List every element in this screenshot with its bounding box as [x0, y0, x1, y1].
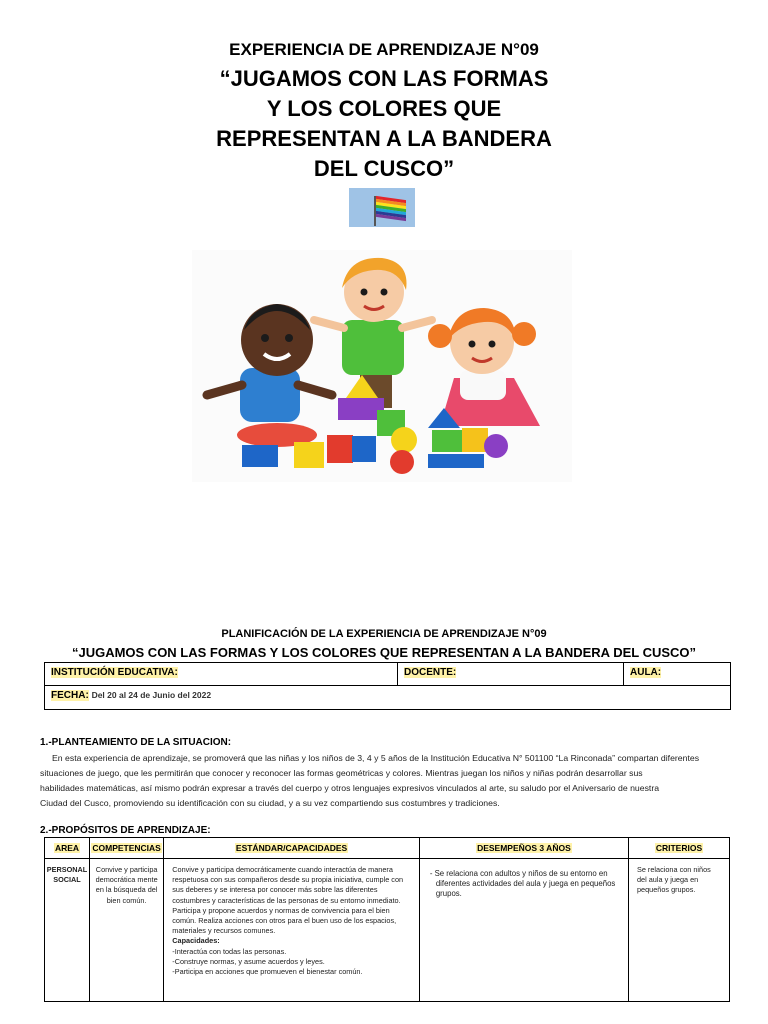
situation-paragraph	[40, 751, 742, 811]
title-line: “JUGAMOS CON LAS FORMAS	[219, 66, 549, 91]
institution-label: INSTITUCIÓN EDUCATIVA:	[51, 667, 178, 678]
paragraph-line: En esta experiencia de aprendizaje, se promoverá que las niñas y los niños de 3, 4 y 5 años de la Institución Educativa N° 501100 “La Rinconada” compartan diferentes	[52, 753, 700, 763]
title-line: Y LOS COLORES QUE	[266, 96, 502, 121]
planning-subtitle: “JUGAMOS CON LAS FORMAS Y LOS COLORES QUE REPRESENTAN A LA BANDERA DEL CUSCO”	[71, 645, 697, 660]
header-area: AREA	[45, 838, 90, 859]
estandar-cell: Convive y participa democráticamente cuando interactúa de manera respetuosa con sus compañeros desde su propia iniciativa, cumple con sus deberes y se interesa por conocer más sobre las diferentes costumbres y características de las personas de su entorno inmediato. Participa y propone acuerdos y normas de convivencia para el bien común. Realiza acciones con otros para el buen uso de los espacios, materiales y recursos comunes. Capacidades: -Interactúa con todas las personas. -Construye normas, y asume acuerdos y leyes. -Participa en acciones que promueven el bienestar común.	[164, 859, 420, 1002]
general-info-table	[44, 662, 731, 710]
rainbow-flag	[376, 196, 406, 218]
paragraph-line: situaciones de juego, que les permitirán que conocer y reconocer las formas geométricas y colores. Mientras juegan los niños y niñas podrán desarrollar sus	[40, 768, 643, 778]
header-competencias: COMPETENCIAS	[89, 838, 163, 859]
classroom-label: AULA:	[630, 667, 662, 678]
area-cell: PERSONAL SOCIAL	[45, 859, 90, 1002]
planning-title: PLANIFICACIÓN DE LA EXPERIENCIA DE APRENDIZAJE N°09	[221, 628, 547, 640]
criterio-cell: Se relaciona con niños del aula y juega en pequeños grupos.	[628, 859, 729, 1002]
classroom-cell	[624, 663, 731, 686]
institution-cell	[45, 663, 398, 686]
teacher-label: DOCENTE:	[404, 667, 457, 678]
purposes-table	[44, 837, 730, 1002]
date-label: FECHA:	[51, 690, 89, 701]
purposes-heading: 2.-PROPÓSITOS DE APRENDIZAJE:	[40, 825, 211, 836]
children-playing-illustration	[192, 250, 572, 482]
document-subtitle: EXPERIENCIA DE APRENDIZAJE N°09	[229, 40, 539, 59]
date-value: Del 20 al 24 de Junio del 2022	[91, 690, 212, 700]
situation-heading: 1.-PLANTEAMIENTO DE LA SITUACION:	[40, 737, 232, 748]
title-line: REPRESENTAN A LA BANDERA	[216, 126, 552, 151]
title-line: DEL CUSCO”	[313, 156, 455, 181]
competencia-cell: Convive y participa democrática mente en la búsqueda del bien común.	[89, 859, 163, 1002]
header-criterios: CRITERIOS	[628, 838, 729, 859]
paragraph-line: Ciudad del Cusco, promoviendo su identificación con su ciudad, y a su vez compartiendo sus costumbres y tradiciones.	[40, 798, 500, 808]
teacher-cell	[398, 663, 624, 686]
table-row	[45, 859, 730, 1002]
document-title	[0, 64, 768, 184]
date-cell	[45, 686, 731, 710]
cusco-flag-image	[349, 188, 415, 227]
capacidades-label: Capacidades:	[172, 936, 220, 946]
paragraph-line: habilidades matemáticas, así mismo podrán expresar a través del cuerpo y otros lenguajes expresivos vinculados al arte, su saludo por el Aniversario de nuestra	[40, 783, 660, 793]
header-desempenos: DESEMPEÑOS 3 AÑOS	[419, 838, 628, 859]
desempeno-cell: - Se relaciona con adultos y niños de su entorno en diferentes actividades del aula y juega en pequeños grupos.	[419, 859, 628, 1002]
header-estandar: ESTÁNDAR/CAPACIDADES	[164, 838, 420, 859]
